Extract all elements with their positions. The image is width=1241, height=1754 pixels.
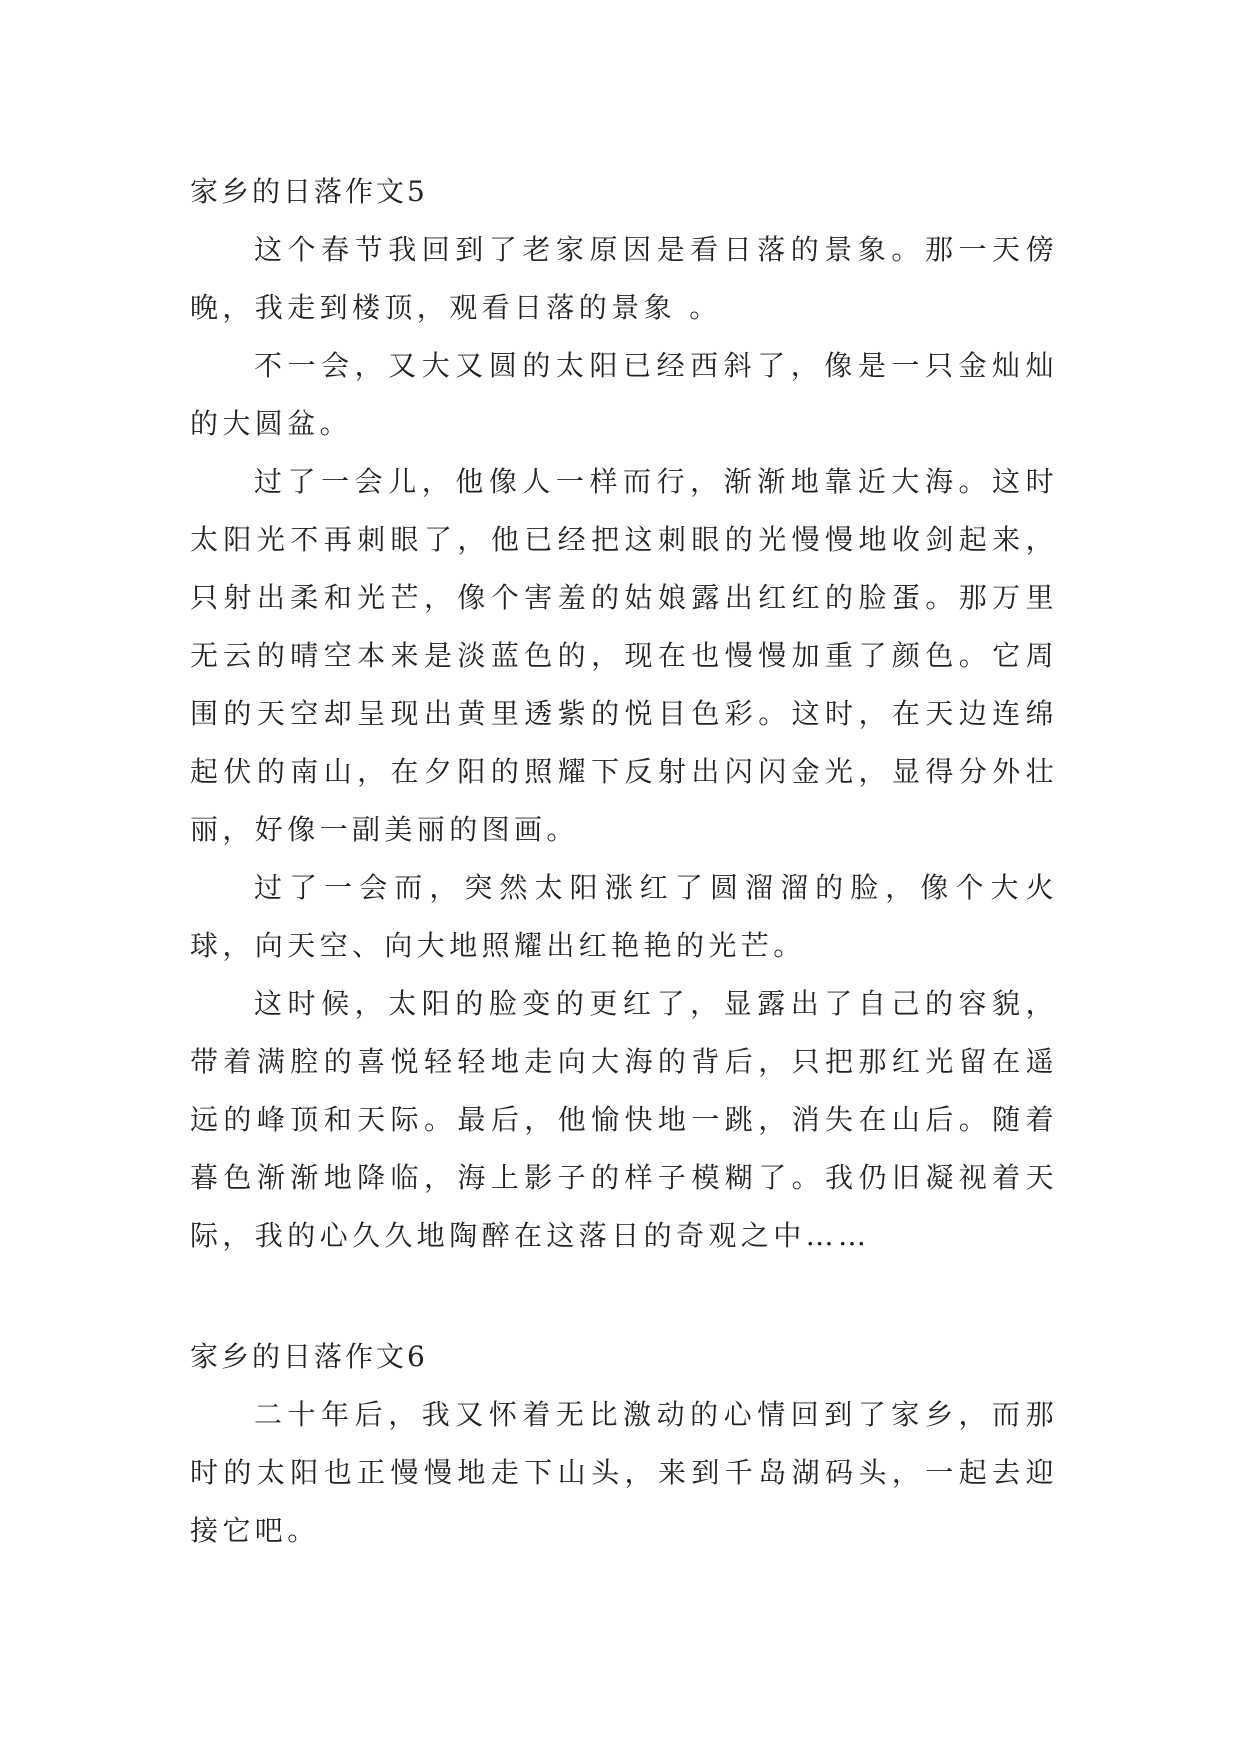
paragraph: 二十年后，我又怀着无比激动的心情回到了家乡，而那时的太阳也正慢慢地走下山头，来到千岛湖码头，一起去迎接它吧。	[190, 1398, 1058, 1547]
paragraph: 这时候，太阳的脸变的更红了，显露出了自己的容貌，带着满腔的喜悦轻轻地走向大海的背后，只把那红光留在遥远的峰顶和天际。最后，他愉快地一跳，消失在山后。随着暮色渐渐地降临，海上影子的样子模糊了。我仍旧凝视着天际，我的心久久地陶醉在这落日的奇观之中……	[190, 987, 1058, 1252]
paragraph: 不一会，又大又圆的太阳已经西斜了，像是一只金灿灿的大圆盆。	[190, 349, 1058, 440]
essay-6	[190, 1328, 1058, 1560]
paragraph: 这个春节我回到了老家原因是看日落的景象。那一天傍晚，我走到楼顶，观看日落的景象 。	[190, 233, 1058, 324]
paragraph: 过了一会儿，他像人一样而行，渐渐地靠近大海。这时太阳光不再刺眼了，他已经把这刺眼的光慢慢地收剑起来，只射出柔和光芒，像个害羞的姑娘露出红红的脸蛋。那万里无云的晴空本来是淡蓝色的，现在也慢慢加重了颜色。它周围的天空却呈现出黄里透紫的悦目色彩。这时，在天边连绵起伏的南山，在夕阳的照耀下反射出闪闪金光，显得分外壮丽，好像一副美丽的图画。	[190, 465, 1058, 846]
paragraph: 过了一会而，突然太阳涨红了圆溜溜的脸，像个大火球，向天空、向大地照耀出红艳艳的光芒。	[190, 871, 1058, 962]
essay-title: 家乡的日落作文5	[190, 175, 428, 208]
essay-title: 家乡的日落作文6	[190, 1340, 428, 1373]
essay-5	[190, 163, 1058, 1265]
